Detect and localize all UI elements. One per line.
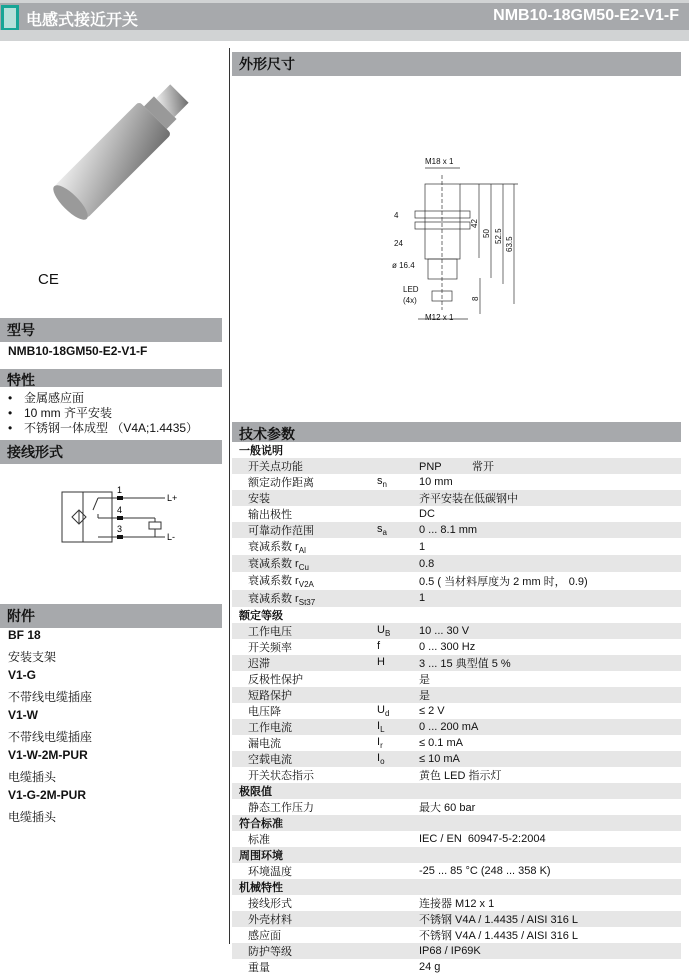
- wiring-heading: 接线形式: [0, 440, 222, 464]
- param-name: [232, 506, 377, 522]
- param-value: 1: [419, 592, 426, 605]
- param-value: IEC / EN 60947-5-2:2004: [419, 832, 546, 845]
- param-symbol: [377, 538, 419, 555]
- param-value: PNP 常开: [419, 461, 494, 473]
- param-label: 重量: [248, 961, 270, 974]
- param-symbol: [377, 943, 419, 959]
- param-value: 0 ... 8.1 mm: [419, 524, 478, 536]
- symbol-subscript: L: [380, 724, 385, 734]
- feature-text: 10 mm 齐平安装: [24, 406, 113, 420]
- ce-mark: CE: [38, 271, 59, 288]
- symbol-subscript: r: [380, 740, 383, 750]
- pin-3-label: 3: [117, 524, 123, 534]
- param-symbol: [377, 458, 419, 474]
- dimension-drawing: [370, 140, 530, 330]
- accessory-desc: 不带线电缆插座: [8, 690, 93, 704]
- param-symbol: [377, 623, 419, 639]
- param-symbol: [377, 506, 419, 522]
- table-row: [232, 639, 681, 655]
- symbol-text: H: [377, 655, 385, 668]
- table-row: [232, 506, 681, 522]
- dim-42: 42: [470, 219, 479, 228]
- dim-m18: M18 x 1: [425, 157, 454, 166]
- section-title: 符合标准: [239, 817, 283, 830]
- table-row: [232, 655, 681, 671]
- param-value: 0.5 ( 当材料厚度为 2 mm 时， 0.9): [419, 575, 588, 588]
- param-value: 1: [419, 540, 426, 553]
- section-title: 极限值: [239, 785, 272, 798]
- param-name: [232, 751, 377, 767]
- param-label: 电压降: [248, 705, 281, 718]
- param-value: 最大 60 bar: [419, 801, 476, 814]
- table-row: [232, 831, 681, 847]
- param-symbol: [377, 927, 419, 943]
- dim-4: 4: [394, 211, 399, 220]
- model-heading: 型号: [0, 318, 222, 342]
- model-number: NMB10-18GM50-E2-V1-F: [8, 344, 148, 358]
- param-symbol: [377, 474, 419, 490]
- section-row: [232, 442, 681, 458]
- param-name: [232, 959, 377, 975]
- dim-wrench: 24: [394, 239, 403, 248]
- section-row: [232, 879, 681, 895]
- param-name: [232, 703, 377, 719]
- param-symbol: [377, 911, 419, 927]
- product-image: [20, 58, 220, 248]
- header-bar: [0, 3, 689, 30]
- param-label: 反极性保护: [248, 673, 303, 686]
- param-symbol: [377, 863, 419, 879]
- param-name: [232, 555, 377, 572]
- param-label: 开关点功能: [248, 461, 303, 473]
- param-label: 迟滞: [248, 657, 270, 670]
- table-row: [232, 943, 681, 959]
- param-value: ≤ 2 V: [419, 704, 445, 717]
- table-row: [232, 623, 681, 639]
- table-row: [232, 719, 681, 735]
- param-name: [232, 458, 377, 474]
- param-name: [232, 863, 377, 879]
- symbol-text: s: [377, 474, 383, 487]
- feature-text: 金属感应面: [24, 391, 85, 405]
- param-value: 连接器 M12 x 1: [419, 897, 495, 910]
- brand-logo: [1, 5, 19, 31]
- table-row: [232, 590, 681, 607]
- page-title: 电感式接近开关: [26, 12, 139, 29]
- param-value: 0.8: [419, 557, 435, 570]
- param-name: [232, 895, 377, 911]
- param-value: 3 ... 15 典型值 5 %: [419, 657, 511, 670]
- table-row: [232, 927, 681, 943]
- param-symbol: [377, 895, 419, 911]
- param-name: [232, 490, 377, 506]
- dim-63-5: 63.5: [505, 236, 514, 252]
- tech-spec-table: [232, 442, 681, 975]
- param-name: [232, 735, 377, 751]
- param-label: 额定动作距离: [248, 477, 314, 489]
- param-name: [232, 623, 377, 639]
- section-title: 机械特性: [239, 881, 283, 894]
- param-symbol: [377, 655, 419, 671]
- section-title: 额定等级: [239, 609, 283, 622]
- param-symbol: [377, 590, 419, 607]
- accessory-name: BF 18: [8, 628, 41, 642]
- param-name: [232, 799, 377, 815]
- param-label: 静态工作压力: [248, 801, 314, 814]
- header-model: NMB10-18GM50-E2-V1-F: [493, 7, 679, 24]
- param-label: 标准: [248, 833, 270, 846]
- param-name: [232, 927, 377, 943]
- param-value: 0 ... 300 Hz: [419, 640, 476, 653]
- dim-led: LED: [403, 285, 419, 294]
- dim-52-5: 52.5: [494, 228, 503, 244]
- param-subscript: St37: [298, 597, 316, 607]
- section-row: [232, 847, 681, 863]
- param-symbol: [377, 522, 419, 538]
- param-name: [232, 655, 377, 671]
- param-label: 防护等级: [248, 945, 292, 958]
- param-name: [232, 687, 377, 703]
- param-label: 短路保护: [248, 689, 292, 702]
- symbol-subscript: a: [382, 528, 387, 538]
- param-value: 10 ... 30 V: [419, 624, 470, 637]
- param-name: [232, 911, 377, 927]
- dim-8: 8: [471, 296, 480, 301]
- param-label: 工作电流: [248, 721, 292, 734]
- param-label: 外壳材料: [248, 913, 292, 926]
- param-label: 环境温度: [248, 865, 292, 878]
- param-symbol: [377, 703, 419, 719]
- param-label: 可靠动作范围: [248, 525, 314, 537]
- param-label: 接线形式: [248, 897, 292, 910]
- param-label: 输出极性: [248, 509, 292, 521]
- param-name: [232, 767, 377, 783]
- section-row: [232, 607, 681, 623]
- param-symbol: [377, 490, 419, 506]
- param-value: 24 g: [419, 960, 441, 973]
- param-label: 衰减系数 r: [248, 541, 299, 553]
- table-row: [232, 895, 681, 911]
- param-label: 衰减系数 r: [248, 558, 299, 571]
- accessory-name: V1-W-2M-PUR: [8, 748, 88, 762]
- feature-item: • 金属感应面: [8, 391, 85, 405]
- table-row: [232, 959, 681, 975]
- param-symbol: [377, 751, 419, 767]
- symbol-text: I: [377, 735, 381, 748]
- symbol-subscript: d: [384, 708, 390, 718]
- symbol-text: I: [377, 751, 381, 764]
- param-value: 是: [419, 673, 430, 686]
- lplus-label: L+: [167, 493, 178, 503]
- accessory-name: V1-G-2M-PUR: [8, 788, 87, 802]
- param-value: -25 ... 85 °C (248 ... 358 K): [419, 864, 551, 877]
- param-symbol: [377, 799, 419, 815]
- param-value: IP68 / IP69K: [419, 944, 481, 957]
- param-value: ≤ 0.1 mA: [419, 736, 463, 749]
- section-row: [232, 783, 681, 799]
- accessory-desc: 安装支架: [8, 650, 57, 664]
- feature-item: • 不锈钢一体成型 （V4A;1.4435）: [8, 421, 199, 435]
- param-value: 10 mm: [419, 476, 453, 488]
- table-row: [232, 767, 681, 783]
- table-row: [232, 911, 681, 927]
- param-name: [232, 538, 377, 555]
- param-name: [232, 719, 377, 735]
- param-symbol: [377, 639, 419, 655]
- param-name: [232, 831, 377, 847]
- param-symbol: [377, 687, 419, 703]
- feature-item: • 10 mm 齐平安装: [8, 406, 113, 420]
- param-name: [232, 943, 377, 959]
- param-symbol: [377, 572, 419, 589]
- sub-strip: [0, 30, 689, 41]
- symbol-text: I: [377, 719, 381, 732]
- table-row: [232, 735, 681, 751]
- param-label: 开关频率: [248, 641, 292, 654]
- tech-heading: 技术参数: [232, 422, 681, 442]
- param-name: [232, 590, 377, 607]
- param-value: 不锈钢 V4A / 1.4435 / AISI 316 L: [419, 913, 578, 926]
- symbol-subscript: B: [384, 628, 391, 638]
- table-row: [232, 687, 681, 703]
- param-subscript: V2A: [298, 580, 314, 590]
- accessories-heading: 附件: [0, 604, 222, 628]
- param-label: 衰减系数 r: [248, 575, 299, 588]
- table-row: [232, 474, 681, 490]
- dim-led-count: (4x): [403, 296, 417, 305]
- table-row: [232, 458, 681, 474]
- table-row: [232, 555, 681, 572]
- dim-50: 50: [482, 229, 491, 238]
- accessory-name: V1-W: [8, 708, 38, 722]
- symbol-text: s: [377, 522, 383, 535]
- features-heading: 特性: [0, 369, 222, 387]
- param-symbol: [377, 719, 419, 735]
- dim-m12: M12 x 1: [425, 313, 454, 322]
- param-name: [232, 639, 377, 655]
- param-label: 开关状态指示: [248, 769, 314, 782]
- lminus-label: L-: [167, 532, 176, 542]
- param-label: 工作电压: [248, 625, 292, 638]
- param-label: 衰减系数 r: [248, 592, 299, 605]
- param-value: ≤ 10 mA: [419, 752, 460, 765]
- param-label: 漏电流: [248, 737, 281, 750]
- param-value: 不锈钢 V4A / 1.4435 / AISI 316 L: [419, 929, 578, 942]
- symbol-subscript: n: [382, 480, 387, 490]
- table-row: [232, 863, 681, 879]
- dimensions-heading: 外形尺寸: [232, 52, 681, 76]
- table-row: [232, 490, 681, 506]
- param-value: 齐平安装在低碳钢中: [419, 493, 518, 505]
- pin-4-label: 4: [117, 505, 123, 515]
- accessory-desc: 电缆插头: [8, 770, 57, 784]
- param-value: 是: [419, 689, 430, 702]
- param-name: [232, 522, 377, 538]
- param-value: 0 ... 200 mA: [419, 720, 479, 733]
- param-value: DC: [419, 508, 435, 520]
- param-label: 安装: [248, 493, 270, 505]
- param-subscript: Al: [298, 546, 306, 556]
- param-name: [232, 572, 377, 589]
- column-divider: [229, 48, 230, 944]
- symbol-subscript: o: [380, 756, 385, 766]
- symbol-text: U: [377, 703, 385, 716]
- dim-diameter: ø 16.4: [392, 261, 415, 270]
- param-label: 感应面: [248, 929, 281, 942]
- table-row: [232, 799, 681, 815]
- param-name: [232, 671, 377, 687]
- accessory-desc: 不带线电缆插座: [8, 730, 93, 744]
- table-row: [232, 538, 681, 555]
- param-symbol: [377, 555, 419, 572]
- param-name: [232, 474, 377, 490]
- accessory-name: V1-G: [8, 668, 37, 682]
- wiring-diagram: [55, 480, 185, 550]
- symbol-text: U: [377, 623, 385, 636]
- table-row: [232, 751, 681, 767]
- param-symbol: [377, 959, 419, 975]
- table-row: [232, 522, 681, 538]
- param-subscript: Cu: [298, 563, 309, 573]
- section-title: 周围环境: [239, 849, 283, 862]
- param-value: 黄色 LED 指示灯: [419, 769, 502, 782]
- pin-1-label: 1: [117, 485, 123, 495]
- param-label: 空载电流: [248, 753, 292, 766]
- symbol-text: f: [377, 639, 381, 652]
- accessory-desc: 电缆插头: [8, 810, 57, 824]
- param-symbol: [377, 767, 419, 783]
- param-symbol: [377, 735, 419, 751]
- section-row: [232, 815, 681, 831]
- section-title: 一般说明: [239, 445, 283, 457]
- table-row: [232, 703, 681, 719]
- table-row: [232, 671, 681, 687]
- param-symbol: [377, 831, 419, 847]
- table-row: [232, 572, 681, 589]
- param-symbol: [377, 671, 419, 687]
- feature-text: 不锈钢一体成型 （V4A;1.4435）: [24, 421, 199, 435]
